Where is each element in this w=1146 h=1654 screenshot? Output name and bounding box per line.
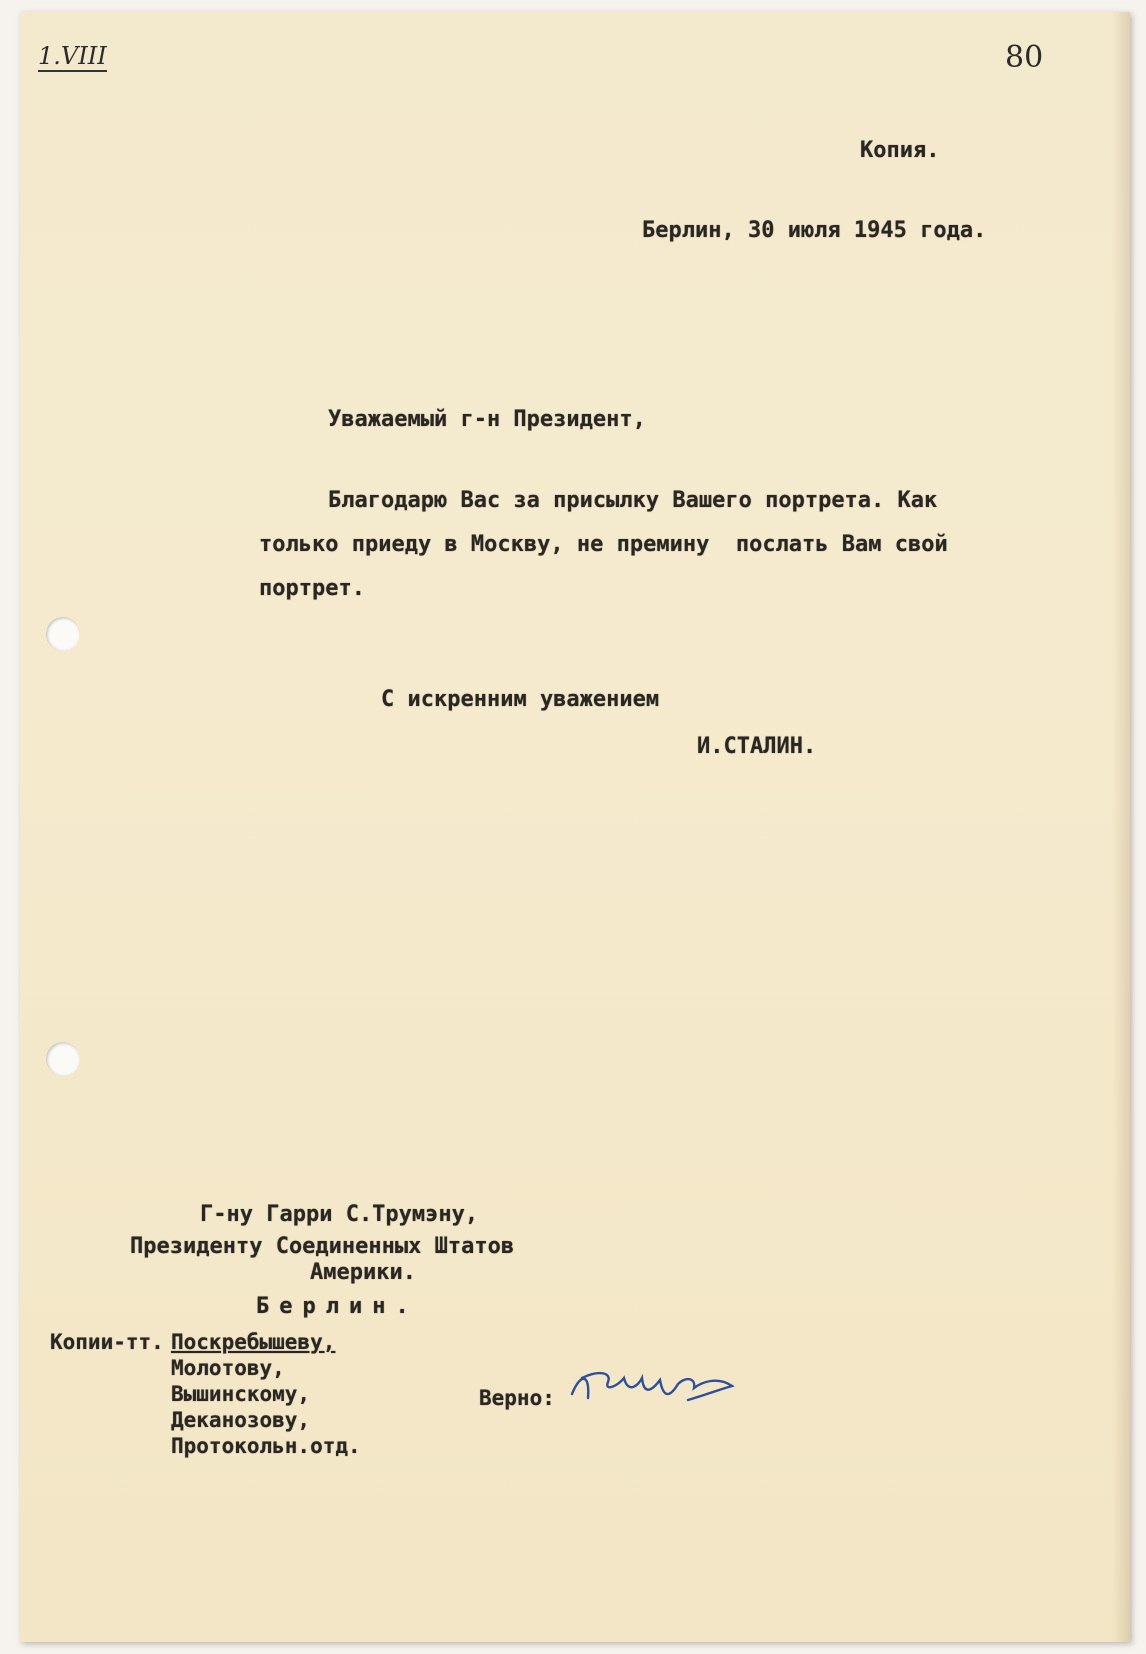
page-edge-shadow bbox=[1112, 12, 1130, 1642]
copy-recipient: Поскребышеву, bbox=[171, 1330, 336, 1354]
body-line: портрет. bbox=[259, 576, 365, 601]
addressee-line: Америки. bbox=[310, 1260, 416, 1285]
certification-label: Верно: bbox=[479, 1386, 555, 1410]
punch-hole bbox=[46, 617, 80, 651]
addressee-city: Берлин. bbox=[256, 1294, 419, 1319]
page-number: 80 bbox=[1005, 40, 1044, 75]
copy-label: Копия. bbox=[860, 138, 940, 163]
copy-recipient: Молотову, bbox=[171, 1356, 285, 1380]
signature-name: И.СТАЛИН. bbox=[697, 734, 817, 759]
punch-hole bbox=[46, 1042, 80, 1076]
body-line: Благодарю Вас за присылку Вашего портрета. Как bbox=[328, 488, 938, 513]
handwritten-signature bbox=[568, 1364, 738, 1414]
handwritten-note: 1.VIII bbox=[38, 42, 107, 70]
place-date: Берлин, 30 июля 1945 года. bbox=[642, 218, 987, 243]
copies-label: Копии-тт. bbox=[50, 1330, 164, 1354]
salutation: Уважаемый г-н Президент, bbox=[328, 407, 646, 432]
copy-recipient: Деканозову, bbox=[171, 1408, 311, 1432]
addressee-line: Г-ну Гарри С.Трумэну, bbox=[200, 1202, 479, 1227]
closing: С искренним уважением bbox=[381, 687, 660, 712]
document-page bbox=[20, 12, 1130, 1642]
addressee-line: Президенту Соединенных Штатов bbox=[130, 1234, 515, 1259]
body-line: только приеду в Москву, не премину послать Вам свой bbox=[259, 532, 948, 557]
copy-recipient: Протокольн.отд. bbox=[171, 1434, 361, 1458]
copy-recipient: Вышинскому, bbox=[171, 1382, 311, 1406]
